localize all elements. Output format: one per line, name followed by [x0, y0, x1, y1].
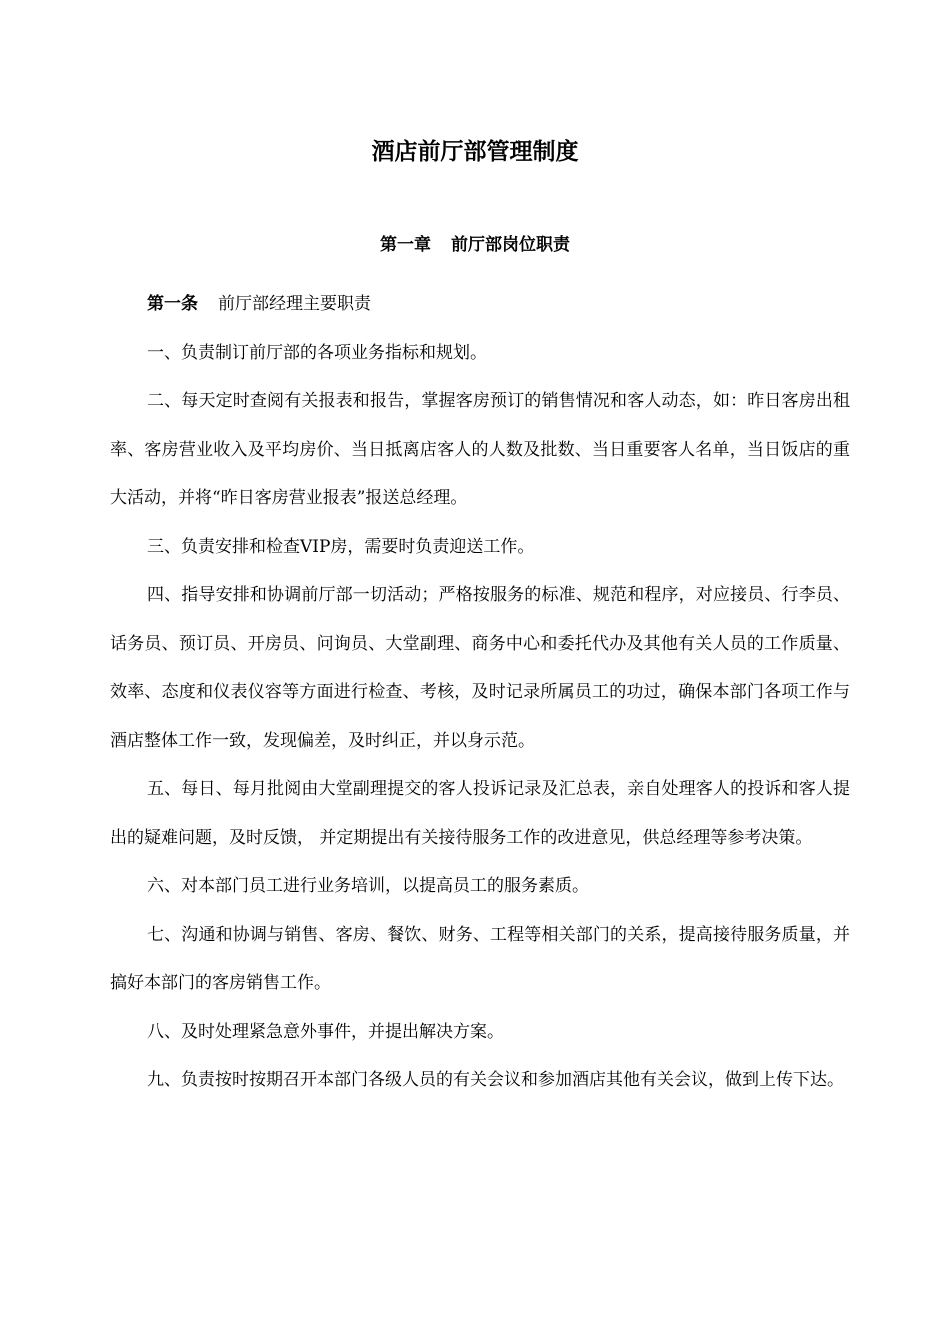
- paragraph-5: 五、每日、每月批阅由大堂副理提交的客人投诉记录及汇总表，亲自处理客人的投诉和客人提出的疑难问题，及时反馈， 并定期提出有关接待服务工作的改进意见，供总经理等参考决策。: [110, 779, 850, 848]
- document-body: [110, 280, 850, 1105]
- chapter-heading: [0, 230, 950, 260]
- document-title: 酒店前厅部管理制度: [371, 139, 579, 165]
- article-heading: [110, 280, 850, 329]
- article-title: 前厅部经理主要职责: [218, 294, 371, 314]
- chapter-name: 前厅部岗位职责: [451, 235, 570, 255]
- paragraph-2: 二、每天定时查阅有关报表和报告，掌握客房预订的销售情况和客人动态，如：昨日客房出租率、客房营业收入及平均房价、当日抵离店客人的人数及批数、当日重要客人名单，当日饭店的重大活动，并将“昨日客房营业报表”报送总经理。: [110, 391, 850, 508]
- paragraph-4: 四、指导安排和协调前厅部一切活动；严格按服务的标准、规范和程序，对应接员、行李员、话务员、预订员、开房员、问询员、大堂副理、商务中心和委托代办及其他有关人员的工作质量、效率、态度和仪表仪容等方面进行检查、考核，及时记录所属员工的功过，确保本部门各项工作与酒店整体工作一致，发现偏差，及时纠正，并以身示范。: [110, 585, 850, 751]
- paragraph-7: 七、沟通和协调与销售、客房、餐饮、财务、工程等相关部门的关系，提高接待服务质量，并搞好本部门的客房销售工作。: [110, 924, 850, 993]
- paragraph-6: 六、对本部门员工进行业务培训，以提高员工的服务素质。: [147, 876, 589, 896]
- chapter-number: 第一章: [380, 235, 431, 255]
- paragraph-1: 一、负责制订前厅部的各项业务指标和规划。: [147, 342, 487, 363]
- paragraph-3: 三、负责安排和检查VIP房，需要时负责迎送工作。: [147, 536, 535, 557]
- article-label: 第一条: [147, 294, 198, 314]
- paragraph-9: 九、负责按时按期召开本部门各级人员的有关会议和参加酒店其他有关会议，做到上传下达。: [147, 1070, 844, 1090]
- paragraph-8: 八、及时处理紧急意外事件，并提出解决方案。: [147, 1021, 504, 1042]
